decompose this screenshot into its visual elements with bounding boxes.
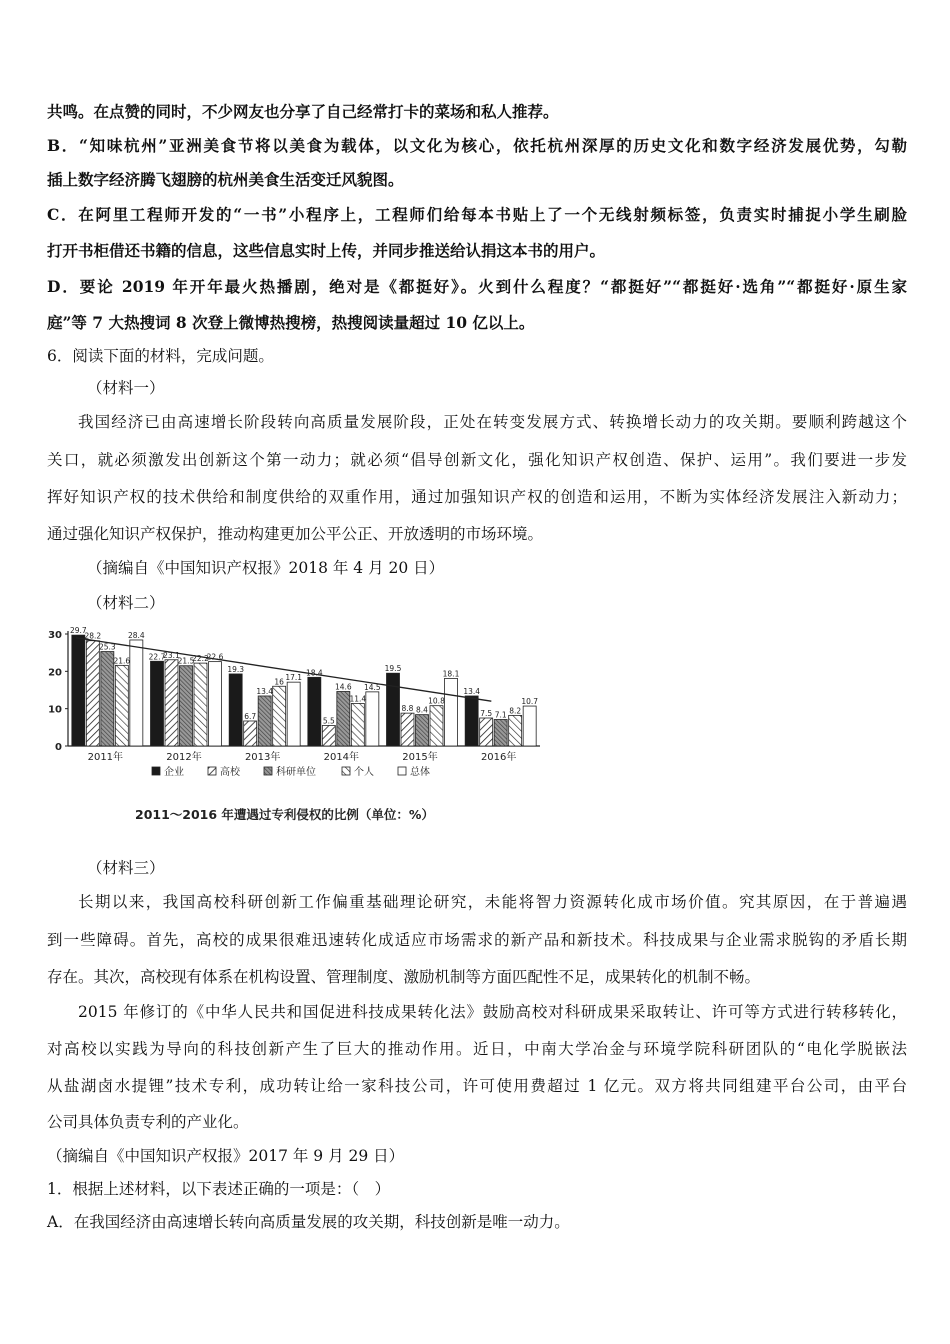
data-label: 5.5 bbox=[322, 716, 335, 726]
bar-科研单位-2013年 bbox=[258, 696, 271, 746]
x-tick-label: 2012年 bbox=[166, 752, 202, 763]
data-label: 23.1 bbox=[163, 650, 180, 660]
material-1-para-line2: 关口，就必须激发出创新这个第一动力；就必须“倡导创新文化，强化知识产权创造、保护、运用”。我们要进一步发 bbox=[47, 451, 907, 469]
option-d-line2: 庭”等 7 大热搜词 8 次登上微博热搜榜，热搜阅读量超过 10 亿以上。 bbox=[47, 313, 535, 332]
option-a-tail: 共鸣。在点赞的同时，不少网友也分享了自己经常打卡的菜场和私人推荐。 bbox=[47, 102, 559, 121]
legend-label-企业: 企业 bbox=[164, 767, 184, 778]
legend-label-科研单位: 科研单位 bbox=[276, 767, 316, 778]
data-label: 19.5 bbox=[384, 664, 402, 674]
data-label: 18.1 bbox=[442, 669, 460, 679]
data-label: 18.4 bbox=[305, 668, 323, 678]
data-label: 8.4 bbox=[416, 705, 428, 715]
bar-科研单位-2015年 bbox=[416, 715, 429, 746]
data-label: 8.2 bbox=[509, 706, 522, 716]
bar-个人-2012年 bbox=[194, 663, 207, 746]
option-d-line1: D．要论 2019 年开年最火热播剧，绝对是《都挺好》。火到什么程度？“都挺好”“都挺好·选角”“都挺好·原生家 bbox=[47, 277, 907, 296]
data-label: 22.2 bbox=[192, 654, 209, 664]
bar-高校-2016年 bbox=[480, 718, 493, 746]
question-6-title: 6．阅读下面的材料，完成问题。 bbox=[47, 347, 274, 365]
data-label: 29.7 bbox=[69, 626, 87, 636]
x-tick-label: 2016年 bbox=[480, 752, 517, 763]
x-tick-label: 2011年 bbox=[87, 752, 124, 763]
bar-个人-2011年 bbox=[115, 665, 128, 746]
data-label: 14.5 bbox=[363, 682, 381, 692]
legend-label-个人: 个人 bbox=[354, 767, 374, 778]
legend-swatch-高校 bbox=[208, 767, 216, 775]
data-label: 22.7 bbox=[148, 652, 166, 662]
data-label: 28.2 bbox=[84, 631, 102, 641]
bar-科研单位-2016年 bbox=[494, 719, 507, 746]
data-label: 16 bbox=[274, 677, 284, 687]
data-label: 6.7 bbox=[244, 711, 257, 721]
bar-高校-2014年 bbox=[322, 725, 335, 746]
bar-个人-2016年 bbox=[509, 715, 522, 746]
x-tick-label: 2015年 bbox=[402, 752, 438, 763]
option-b-line2: 插上数字经济腾飞翅膀的杭州美食生活变迁风貌图。 bbox=[47, 170, 404, 189]
material-3-para1-line1: 长期以来，我国高校科研创新工作偏重基础理论研究，未能将智力资源转化成市场价值。究其原因，在于普遍遇 bbox=[78, 893, 907, 911]
data-label: 14.6 bbox=[334, 682, 352, 692]
data-label: 22.6 bbox=[206, 652, 224, 662]
bar-总体-2012年 bbox=[209, 662, 222, 746]
bar-企业-2012年 bbox=[151, 661, 164, 746]
option-c-line2: 打开书柜借还书籍的信息，这些信息实时上传，并同步推送给认捐这本书的用户。 bbox=[47, 241, 606, 260]
data-label: 19.3 bbox=[227, 664, 245, 674]
bar-企业-2011年 bbox=[72, 635, 85, 746]
material-3-para2-line4: 公司具体负责专利的产业化。 bbox=[47, 1113, 249, 1131]
bar-科研单位-2011年 bbox=[101, 652, 114, 746]
sub-question-1: 1．根据上述材料，以下表述正确的一项是：（ ） bbox=[47, 1180, 391, 1198]
bar-高校-2015年 bbox=[401, 713, 414, 746]
material-1-para-line3: 挥好知识产权的技术供给和制度供给的双重作用，通过加强知识产权的创造和运用，不断为实体经济发展注入新动力； bbox=[47, 488, 907, 506]
bar-高校-2011年 bbox=[86, 641, 99, 746]
material-1-label: （材料一） bbox=[87, 379, 165, 397]
data-label: 21.5 bbox=[177, 656, 195, 666]
x-tick-label: 2013年 bbox=[244, 752, 281, 763]
y-tick-label: 30 bbox=[48, 630, 62, 641]
chart-title: 2011～2016 年遭遇过专利侵权的比例（单位：%） bbox=[135, 807, 434, 822]
data-label: 28.4 bbox=[127, 630, 145, 640]
legend-swatch-总体 bbox=[398, 767, 406, 775]
bar-总体-2013年 bbox=[287, 682, 300, 746]
material-3-para2-line1: 2015 年修订的《中华人民共和国促进科技成果转化法》鼓励高校对科研成果采取转让、许可等方式进行转移转化， bbox=[78, 1003, 907, 1021]
material-3-para2-line2: 对高校以实践为导向的科技创新产生了巨大的推动作用。近日，中南大学冶金与环境学院科研团队的“电化学脱嵌法 bbox=[47, 1040, 907, 1058]
material-3-para1-line2: 到一些障碍。首先，高校的成果很难迅速转化成适应市场需求的新产品和新技术。科技成果与企业需求脱钩的矛盾长期 bbox=[47, 931, 907, 949]
material-1-para-line4: 通过强化知识产权保护，推动构建更加公平公正、开放透明的市场环境。 bbox=[47, 525, 544, 543]
bar-个人-2014年 bbox=[351, 703, 364, 746]
data-label: 25.3 bbox=[98, 642, 116, 652]
data-label: 13.4 bbox=[256, 686, 274, 696]
bar-企业-2014年 bbox=[308, 677, 321, 746]
bar-总体-2014年 bbox=[366, 692, 379, 746]
legend-swatch-科研单位 bbox=[264, 767, 272, 775]
legend-swatch-企业 bbox=[152, 767, 160, 775]
data-label: 10.8 bbox=[428, 696, 445, 706]
material-1-para-line1: 我国经济已由高速增长阶段转向高质量发展阶段，正处在转变发展方式、转换增长动力的攻关期。要顺利跨越这个 bbox=[78, 413, 907, 431]
bar-个人-2015年 bbox=[430, 706, 443, 746]
option-c-line1: C．在阿里工程师开发的“一书”小程序上，工程师们给每本书贴上了一个无线射频标签，负责实时捕捉小学生刷脸 bbox=[47, 205, 907, 224]
y-tick-label: 10 bbox=[48, 704, 62, 716]
bar-科研单位-2014年 bbox=[337, 691, 350, 746]
data-label: 8.8 bbox=[401, 704, 414, 714]
bar-总体-2015年 bbox=[445, 678, 458, 746]
data-label: 7.1 bbox=[494, 710, 507, 720]
y-tick-label: 20 bbox=[48, 667, 62, 679]
data-label: 7.5 bbox=[480, 709, 493, 718]
chart-legend bbox=[152, 765, 430, 778]
bar-企业-2016年 bbox=[465, 696, 478, 746]
chart-svg bbox=[40, 625, 560, 840]
legend-label-总体: 总体 bbox=[410, 767, 430, 778]
legend-label-高校: 高校 bbox=[220, 767, 240, 778]
bar-个人-2013年 bbox=[273, 686, 286, 746]
material-1-source: （摘编自《中国知识产权报》2018 年 4 月 20 日） bbox=[87, 559, 445, 577]
patent-infringement-chart bbox=[40, 625, 560, 840]
material-3-label: （材料三） bbox=[87, 859, 165, 877]
data-label: 10.7 bbox=[521, 697, 539, 707]
bar-科研单位-2012年 bbox=[180, 666, 193, 746]
data-label: 11.4 bbox=[349, 694, 367, 704]
bar-企业-2013年 bbox=[229, 674, 242, 746]
sub-question-1-option-a: A．在我国经济由高速增长转向高质量发展的攻关期，科技创新是唯一动力。 bbox=[47, 1213, 570, 1231]
bar-总体-2011年 bbox=[130, 640, 143, 746]
bar-总体-2016年 bbox=[523, 706, 536, 746]
material-3-para1-line3: 存在。其次，高校现有体系在机构设置、管理制度、激励机制等方面匹配性不足，成果转化的机制不畅。 bbox=[47, 968, 761, 986]
data-label: 13.4 bbox=[463, 686, 481, 696]
option-b-line1: B．“知味杭州”亚洲美食节将以美食为载体，以文化为核心，依托杭州深厚的历史文化和数字经济发展优势，勾勒 bbox=[47, 136, 907, 155]
material-3-source: （摘编自《中国知识产权报》2017 年 9 月 29 日） bbox=[47, 1147, 405, 1165]
material-3-para2-line3: 从盐湖卤水提锂”技术专利，成功转让给一家科技公司，许可使用费超过 1 亿元。双方将共同组建平台公司，由平台 bbox=[47, 1077, 907, 1095]
data-label: 17.1 bbox=[285, 673, 303, 683]
bar-高校-2013年 bbox=[244, 721, 257, 746]
material-2-label: （材料二） bbox=[87, 594, 165, 612]
bar-企业-2015年 bbox=[387, 673, 400, 746]
data-label: 21.6 bbox=[113, 656, 131, 666]
y-tick-label: 0 bbox=[55, 742, 62, 753]
bar-高校-2012年 bbox=[165, 660, 178, 746]
legend-swatch-个人 bbox=[342, 767, 350, 775]
x-tick-label: 2014年 bbox=[323, 752, 360, 763]
